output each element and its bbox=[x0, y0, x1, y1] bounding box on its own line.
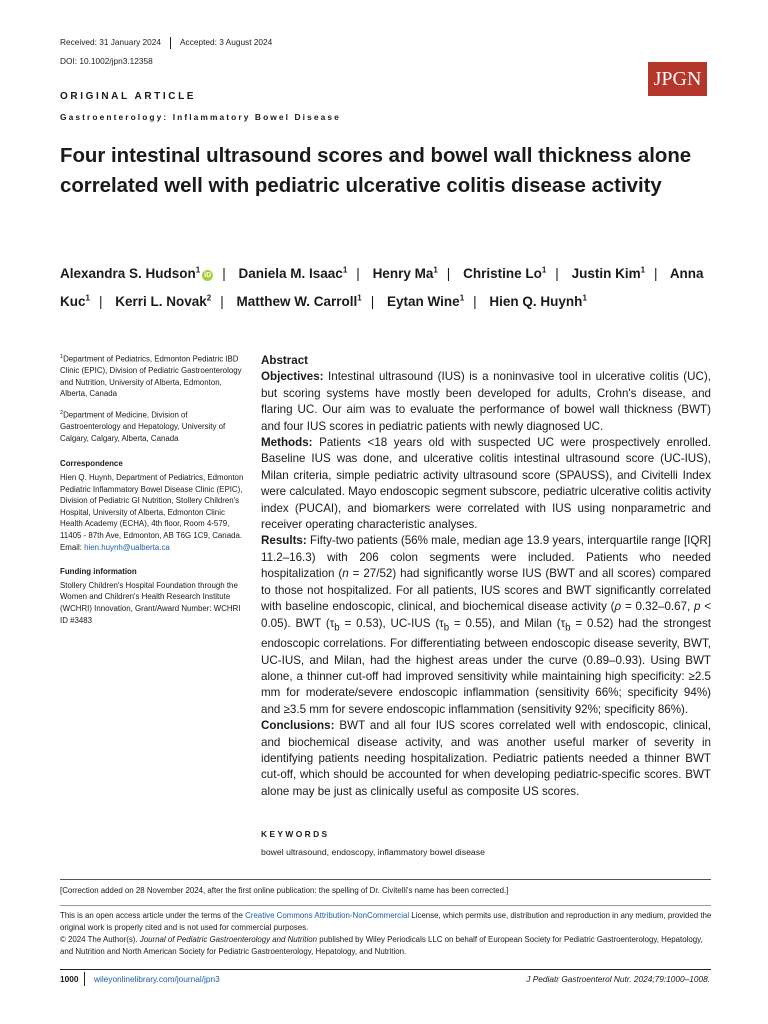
license-text: This is an open access article under the terms of the Creative Commons Attribution-NonCommercial License, which permits use, distribution and reproduction in any medium, provided the original work is properly cited and is not used for commercial purposes. bbox=[60, 911, 712, 932]
affiliation-2: $^2$Department of Medicine, Division of Gastroenterology and Hepatology, University of Calgary, Calgary, Alberta, Canada bbox=[60, 410, 226, 443]
author[interactable]: Hien Q. Huynh$^1$ bbox=[489, 293, 587, 309]
left-column bbox=[60, 352, 244, 634]
abstract bbox=[261, 353, 711, 800]
author[interactable]: Christine Lo$^1$ bbox=[463, 265, 547, 281]
journal-url[interactable]: wileyonlinelibrary.com/journal/jpn3 bbox=[94, 974, 220, 984]
author[interactable]: Anna Kuc$^1$ bbox=[60, 265, 704, 309]
divider bbox=[60, 879, 711, 880]
accepted-date: Accepted: 3 August 2024 bbox=[180, 37, 273, 48]
orcid-icon[interactable]: iD bbox=[204, 271, 212, 279]
divider bbox=[60, 905, 711, 906]
page-number: 1000 bbox=[60, 974, 79, 984]
received-date: Received: 31 January 2024 bbox=[60, 37, 162, 48]
abstract-methods: Methods: Patients <18 years old with suspected UC were prospectively enrolled. Baseline IUS was done, and ulcerative colitis intestinal ultrasound score (UC-IUS), Milan criteria, simple pediatric activity ultrasound score (SPAUSS), and Civitelli Index were calculated. Mayo endoscopic segment subscore, pediatric ulcerative colitis activity index (PUCAI), and biomarkers were correlated with IUS using nonparametric and receiver operating characteristic analyses. bbox=[261, 436, 711, 532]
correspondence: Correspondence Hien Q. Huynh, Department of Pediatrics, Edmonton Pediatric Inflammatory Bowel Disease Clinic (EPIC), Division of Pediatric GI Nutrition, Stollery Children's Hospital, University of Alberta, Edmonton Clinic Health Academy (ECHA), 4th floor, Room 4-579, 11405 - 87th Ave, Edmonton, AB T6G 1C9, Canada. Email: hien.huynh@ualberta.ca bbox=[60, 459, 244, 552]
author-list: Alexandra S. Hudson$^1$iD | Daniela M. Isaac$^1$ | Henry Ma$^1$ | Christine Lo$^1$ | Justin Kim$^1$ | Anna Kuc$^1$ | Kerri L. Novak$^2$ | Matthew W. Carroll$^1$ | Eytan Wine$^1$ | Hien Q. Huynh$^1$ bbox=[60, 265, 704, 309]
received-accepted bbox=[60, 37, 272, 49]
abstract-conclusions: Conclusions: BWT and all four IUS scores correlated well with endoscopic, clinical, and biochemical disease activity, and was another useful marker of severity in identifying patients needing hospitalization. Pediatric patients needed a thinner BWT cut-off, which should be accounted for when developing pediatric-specific scores. BWT alone may be just as clinically useful as composite US scores. bbox=[261, 719, 711, 798]
email-link[interactable]: hien.huynh@ualberta.ca bbox=[84, 542, 170, 552]
correction-note: [Correction added on 28 November 2024, after the first online publication: the spelling of Dr. Civitelli's name has been corrected.] bbox=[60, 886, 509, 895]
copyright-text: © 2024 The Author(s). Journal of Pediatric Gastroenterology and Nutrition published by Wiley Periodicals LLC on behalf of European Society for Pediatric Gastroenterology, Hepatology, and Nutrition and North American Society for Pediatric Gastroenterology, Hepatology, and Nutrition. bbox=[60, 935, 703, 956]
affiliation-1: $^1$Department of Pediatrics, Edmonton Pediatric IBD Clinic (EPIC), Division of Pediatric Gastroenterology and Nutrition, University of Alberta, Edmonton, Alberta, Canada bbox=[60, 354, 242, 399]
funding: Funding information Stollery Children's Hospital Foundation through the Women and Children's Health Research Institute (WCHRI) Innovation, Grant/Award Number: WCHRI ID #3483 bbox=[60, 566, 244, 626]
keywords-heading: KEYWORDS bbox=[261, 829, 330, 839]
abstract-results: Results: Fifty-two patients (56% male, median age 13.9 years, interquartile range [IQR] 11.2–16.3) with 206 colon segments were included. Patients who needed hospitalization (n = 27/52) had significantly worse IUS (BWT and all scores) compared to those not hospitalized. For all patients, IUS scores and BWT significantly correlated with baseline endoscopic, clinical, and biochemical disease activity (ρ = 0.32–0.67, p < 0.05). BWT $(\tau_b = 0.53)$, UC-IUS $(\tau_b = 0.55)$, and Milan $(\tau_b = 0.52)$ had the strongest endoscopic correlations. For differentiating between endoscopic disease severity, BWT, UC-IUS, and Milan, had the highest areas under the curve (0.89–0.93). Using BWT alone, a thinner cut-off had improved sensitivity while maintaining high specificity: ≥2.5 mm for moderate/severe endoscopic inflammation (sensitivity 66%; specificity 94%) and ≥3.5 mm for severe endoscopic inflammation (sensitivity 92%; specificity 86%). bbox=[261, 534, 712, 716]
author[interactable]: Eytan Wine$^1$ bbox=[387, 293, 465, 309]
funding-heading: Funding information bbox=[60, 567, 137, 577]
author[interactable]: Henry Ma$^1$ bbox=[372, 265, 438, 281]
article-type: ORIGINAL ARTICLE bbox=[60, 91, 197, 102]
doi[interactable]: DOI: 10.1002/jpn3.12358 bbox=[60, 56, 153, 66]
author[interactable]: Alexandra S. Hudson$^1$iD bbox=[60, 265, 212, 281]
abstract-heading: Abstract bbox=[261, 354, 309, 367]
abstract-objectives: Objectives: Intestinal ultrasound (IUS) is a noninvasive tool in ulcerative colitis (UC), but scoring systems have mostly been developed for adults, Crohn's disease, and flaring UC. Our aim was to evaluate the performance of bowel wall thickness (BWT) and four IUS scores in pediatric patients with newly diagnosed UC. bbox=[261, 370, 711, 433]
author[interactable]: Matthew W. Carroll$^1$ bbox=[236, 293, 362, 309]
footer-separator bbox=[84, 972, 85, 986]
separator bbox=[170, 37, 171, 49]
correspondence-heading: Correspondence bbox=[60, 459, 123, 469]
article-title: Four intestinal ultrasound scores and bowel wall thickness alone correlated well with pediatric ulcerative colitis disease activity bbox=[60, 145, 692, 197]
journal-logo: JPGN bbox=[648, 62, 707, 96]
citation: J Pediatr Gastroenterol Nutr. 2024;79:1000–1008. bbox=[526, 974, 710, 984]
keywords-text: bowel ultrasound, endoscopy, inflammatory bowel disease bbox=[261, 847, 485, 857]
footer-divider bbox=[60, 969, 711, 970]
license-link[interactable]: Creative Commons Attribution-NonCommercial bbox=[245, 911, 410, 920]
article-category: Gastroenterology: Inflammatory Bowel Disease bbox=[60, 112, 341, 122]
author[interactable]: Justin Kim$^1$ bbox=[571, 265, 646, 281]
author[interactable]: Kerri L. Novak$^2$ bbox=[115, 293, 212, 309]
author[interactable]: Daniela M. Isaac$^1$ bbox=[238, 265, 348, 281]
